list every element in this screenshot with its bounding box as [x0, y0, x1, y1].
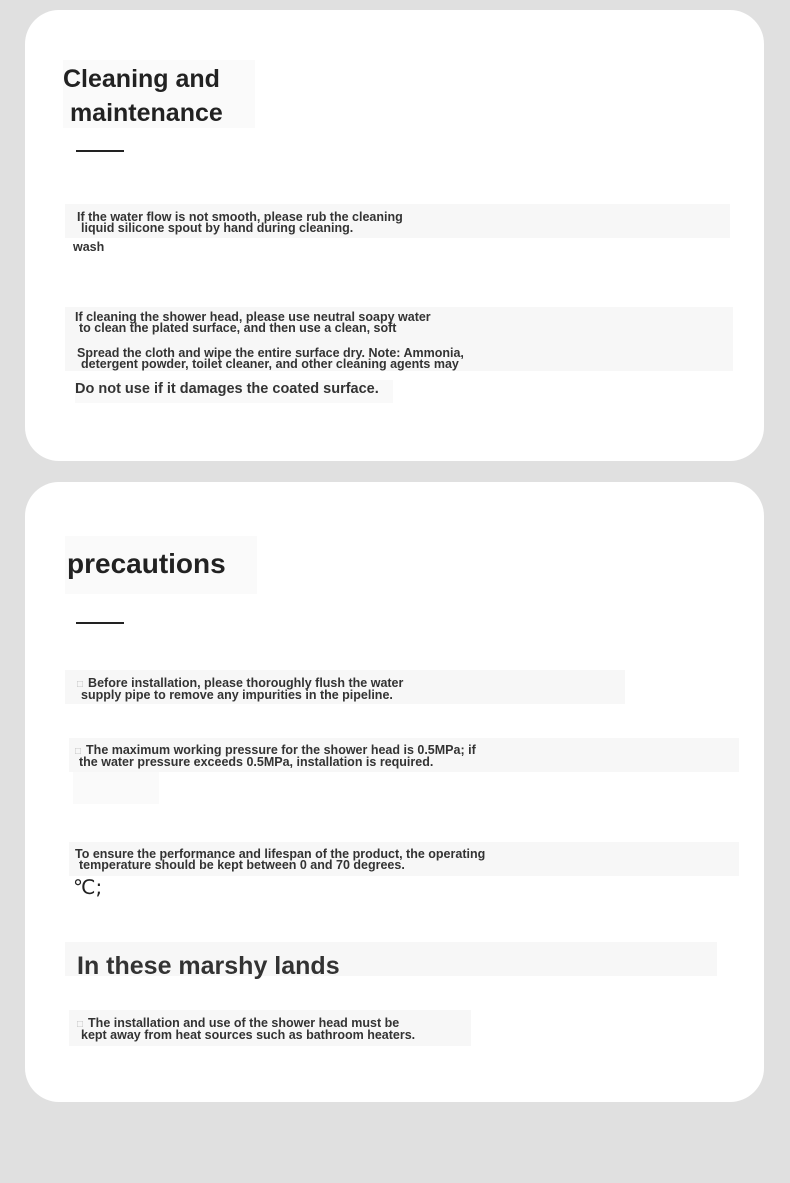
precaution-item-1 [75, 678, 403, 701]
cleaning-title [63, 60, 255, 128]
cleaning-p2-line1: If cleaning the shower head, please use neutral soapy water [75, 310, 431, 324]
cleaning-p1-line2: liquid silicone spout by hand during cleaning. [81, 221, 354, 235]
cleaning-title-line1: Cleaning and [63, 65, 220, 93]
precaution-item-3-line1: To ensure the performance and lifespan of the product, the operating [75, 847, 486, 861]
cleaning-paragraph-1 [75, 212, 403, 234]
precaution-item-2 [73, 745, 476, 768]
precautions-subheading: In these marshy lands [77, 952, 340, 980]
precaution-item-4 [75, 1018, 415, 1041]
cleaning-card [25, 10, 764, 461]
cleaning-p3-line1: Spread the cloth and wipe the entire surface dry. Note: Ammonia, [77, 346, 464, 360]
precaution-item-2-line1: □ The maximum working pressure for the shower head is 0.5MPa; if [75, 743, 476, 757]
precaution-item-1-line1: □ Before installation, please thoroughly flush the water [77, 676, 404, 690]
precautions-card [25, 482, 764, 1102]
cleaning-p3-line2: detergent powder, toilet cleaner, and other cleaning agents may [81, 357, 459, 371]
checkbox-icon: □ [77, 1019, 84, 1030]
cleaning-title-line2: maintenance [63, 99, 223, 127]
checkbox-icon: □ [75, 746, 82, 757]
precaution-item-2-line2: the water pressure exceeds 0.5MPa, installation is required. [79, 755, 434, 769]
cleaning-paragraph-3 [75, 348, 464, 370]
precautions-faint-block [73, 772, 159, 804]
cleaning-divider [76, 150, 124, 152]
precaution-item-4-line2: kept away from heat sources such as bathroom heaters. [81, 1028, 416, 1042]
precaution-item-3-line2: temperature should be kept between 0 and 70 degrees. [79, 858, 405, 872]
precautions-title: precautions [65, 536, 257, 594]
cleaning-p2-line2: to clean the plated surface, and then use a clean, soft [79, 321, 397, 335]
precaution-item-1-line2: supply pipe to remove any impurities in the pipeline. [81, 688, 393, 702]
precaution-item-3 [73, 849, 485, 871]
temperature-unit: ℃; [73, 875, 103, 899]
cleaning-p4: Do not use if it damages the coated surface. [75, 380, 393, 403]
precaution-item-4-line1: □ The installation and use of the shower head must be [77, 1016, 400, 1030]
checkbox-icon: □ [77, 679, 84, 690]
cleaning-p1-extra: wash [73, 240, 105, 254]
precautions-divider [76, 622, 124, 624]
cleaning-paragraph-2 [73, 312, 431, 334]
cleaning-p1-line1: If the water flow is not smooth, please rub the cleaning [77, 210, 403, 224]
